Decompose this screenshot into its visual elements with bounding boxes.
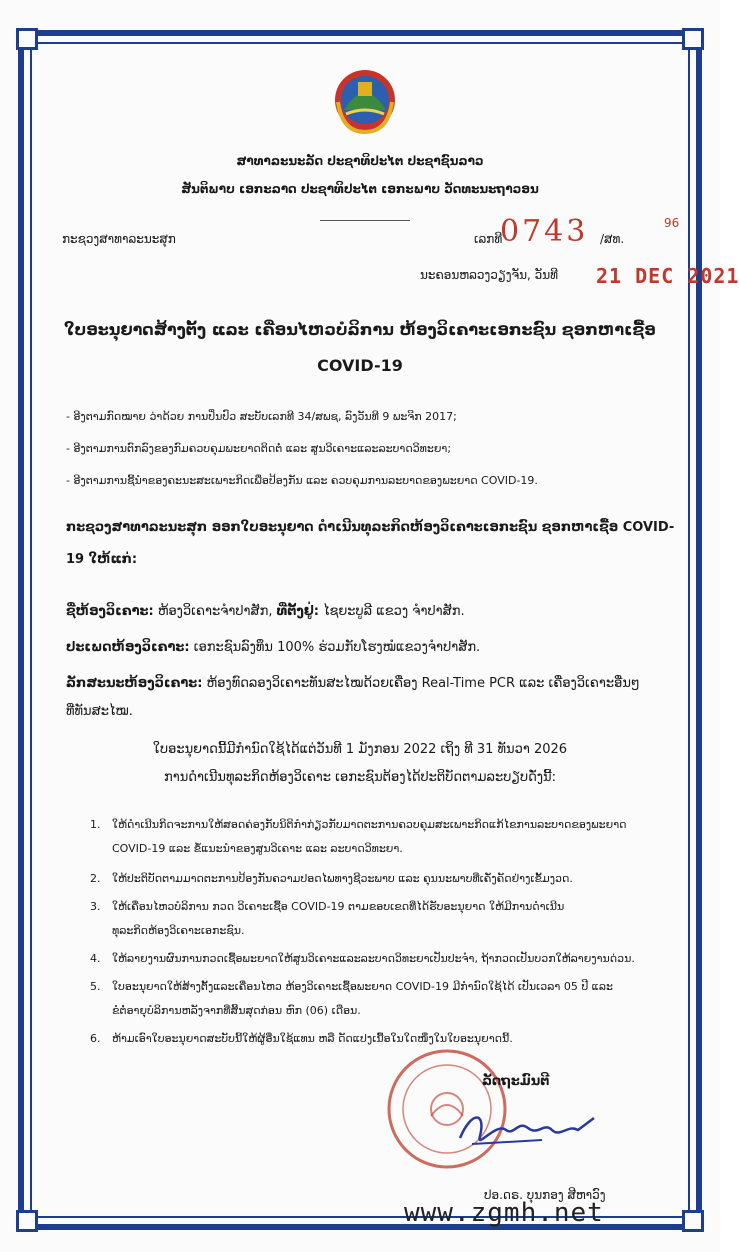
condition-text: ໃຫ້ເຄື່ອນໄຫວບໍລິການ ກວດ ວິເຄາະເຊື້ອ COVID-19 ຕາມຂອບເຂດທີ່ໄດ້ຮັບອະນຸຍາດ ໃຫ້ມີການດໍາເນີນ [112,900,565,913]
corner-ornament [682,1210,704,1232]
corner-ornament [16,1210,38,1232]
condition-text: ໃຫ້ລາຍງານຜົນການກວດເຊື້ອພະຍາດໃຫ້ສູນວິເຄາະແລະລະບາດວິທະຍາເປັນປະຈໍາ, ຖ້າກວດເປັນບວກໃຫ້ລາຍງານດ່ວນ. [112,952,635,965]
lab-name-label: ຊື່ຫ້ອງວິເຄາະ: [66,604,154,619]
condition-number: 3. [90,900,101,913]
condition-text: ຫ້າມເອົາໃບອະນຸຍາດສະບັບນີ້ໃຫ້ຜູ້ອື່ນໃຊ້ແທນ ຫລື ດັດແປງເນື້ອໃນໃດໜຶ່ງໃນໃບອະນຸຍາດນີ້. [112,1032,513,1045]
ministry-name: ກະຊວງສາທາລະນະສຸກ [62,232,176,246]
lab-type-label: ປະເພດຫ້ອງວິເຄາະ: [66,640,190,655]
lab-scope-cont: ທີ່ທັນສະໄໝ. [66,704,133,719]
document-number-label: ເລກທີ [474,232,503,246]
signature-icon [452,1100,602,1160]
document-number-suffix: /ສທ. [600,232,625,246]
grant-paragraph: ກະຊວງສາທາລະນະສຸກ ອອກໃບອະນຸຍາດ ດໍາເນີນທຸລະກິດຫ້ອງວິເຄາະເອກະຊົນ ຊອກຫາເຊື້ອ COVID- [66,520,675,535]
grant-paragraph-cont: 19 ໃຫ້ແກ່: [66,552,138,567]
lab-type-row [66,640,480,655]
condition-number: 5. [90,980,101,993]
national-emblem-icon [332,62,398,138]
corner-ornament [682,28,704,50]
condition-text: ໃບອະນຸຍາດໃຫ້ສ້າງຕັ້ງແລະເຄື່ອນໄຫວ ຫ້ອງວິເຄາະເຊື້ອພະຍາດ COVID-19 ມີກໍານົດໃຊ້ໄດ້ ເປັນເວລາ 05 ປີ ແລະ [112,980,614,993]
lab-scope-label: ລັກສະນະຫ້ອງວິເຄາະ: [66,676,203,691]
lab-scope-value: ຫ້ອງທົດລອງວິເຄາະທັນສະໄໝດ້ວຍເຄື່ອງ Real-Time PCR ແລະ ເຄື່ອງວິເຄາະອື່ນໆ [206,676,640,691]
condition-text-cont: COVID-19 ແລະ ຂໍ້ແນະນໍາຂອງສູນວິເຄາະ ແລະ ລະບາດວິທະຍາ. [112,842,403,855]
reference-line: - ອີງຕາມການຕົກລົງຂອງກົມຄວບຄຸມພະຍາດຕິດຕໍ່ ແລະ ສູນວິເຄາະແລະລະບາດວິທະຍາ; [66,442,452,455]
condition-number: 2. [90,872,101,885]
condition-text: ໃຫ້ປະຕິບັດຕາມມາດຕະການປ້ອງກັນຄວາມປອດໄພທາງຊີວະພາບ ແລະ ຄຸນນະພາບທີ່ເຄັ່ງຄັດຢ່າງເຂັ້ມງວດ. [112,872,573,885]
document-number-tail: 96 [664,216,680,230]
corner-ornament [16,28,38,50]
reference-line: - ອີງຕາມການຊີ້ນໍາຂອງຄະນະສະເພາະກິດເພື່ອປ້ອງກັນ ແລະ ຄວບຄຸມການລະບາດຂອງພະຍາດ COVID-19. [66,474,538,487]
condition-number: 1. [90,818,101,831]
validity-period: ໃບອະນຸຍາດນີ້ມີກໍານົດໃຊ້ໄດ້ແຕ່ວັນທີ 1 ມັງກອນ 2022 ເຖິງ ທີ 31 ທັນວາ 2026 [152,742,568,757]
header-divider [320,220,410,221]
lab-name-row [66,604,465,619]
conditions-intro: ການດໍາເນີນທຸລະກິດຫ້ອງວິເຄາະ ເອກະຊົນຕ້ອງໄດ້ປະຕິບັດຕາມລະບຽບດັ່ງນີ້: [164,770,556,785]
document-number-stamp: 0743 [500,214,589,249]
lab-type-value: ເອກະຊົນລົງທຶນ 100% ຮ່ວມກັບໂຮງໝໍແຂວງຈໍາປາສັກ. [193,640,481,655]
condition-number: 6. [90,1032,101,1045]
lab-address-value: ໄຊຍະບູລີ ແຂວງ ຈໍາປາສັກ. [323,604,465,619]
national-motto: ສັນຕິພາບ ເອກະລາດ ປະຊາທິປະໄຕ ເອກະພາບ ວັດທະນະຖາວອນ [181,182,539,196]
signer-title: ລັດຖະມົນຕີ [482,1074,550,1089]
condition-text: ໃຫ້ດໍາເນີນກິດຈະການໃຫ້ສອດຄ່ອງກັບນິຕິກໍາກ່ຽວກັບມາດຕະການຄວບຄຸມສະເພາະກິດແກ້ໄຂການລະບາດຂອງພະຍາດ [112,818,627,831]
watermark: www.zgmh.net [404,1198,604,1228]
condition-text-cont: ຂໍຕໍ່ອາຍຸບໍລິການຫລັງຈາກທີ່ສິ້ນສຸດກ່ອນ ຫົກ (06) ເດືອນ. [112,1004,361,1017]
lab-name-value: ຫ້ອງວິເຄາະຈໍາປາສັກ, [157,604,273,619]
document-title: ໃບອະນຸຍາດສ້າງຕັ້ງ ແລະ ເຄື່ອນໄຫວບໍລິການ ຫ້ອງວິເຄາະເອກະຊົນ ຊອກຫາເຊື້ອ [64,320,656,339]
lab-address-label: ທີ່ຕັ້ງຢູ່: [276,604,319,619]
country-name: ສາທາລະນະລັດ ປະຊາທິປະໄຕ ປະຊາຊົນລາວ [236,154,484,168]
place-date-label: ນະຄອນຫລວງວຽງຈັນ, ວັນທີ [420,268,558,282]
lab-scope-row [66,676,640,691]
date-stamp: 21 DEC 2021 [596,264,739,288]
document-title-subject: COVID-19 [317,356,403,375]
condition-text-cont: ທຸລະກິດຫ້ອງວິເຄາະເອກະຊົນ. [112,924,245,937]
signer-name: ປອ.ດຣ. ບຸນກອງ ສີຫາວົງ [484,1188,606,1202]
reference-line: - ອີງຕາມກົດໝາຍ ວ່າດ້ວຍ ການປິ່ນປົວ ສະບັບເລກທີ 34/ສພຊ, ລົງວັນທີ 9 ພະຈິກ 2017; [66,410,457,423]
condition-number: 4. [90,952,101,965]
